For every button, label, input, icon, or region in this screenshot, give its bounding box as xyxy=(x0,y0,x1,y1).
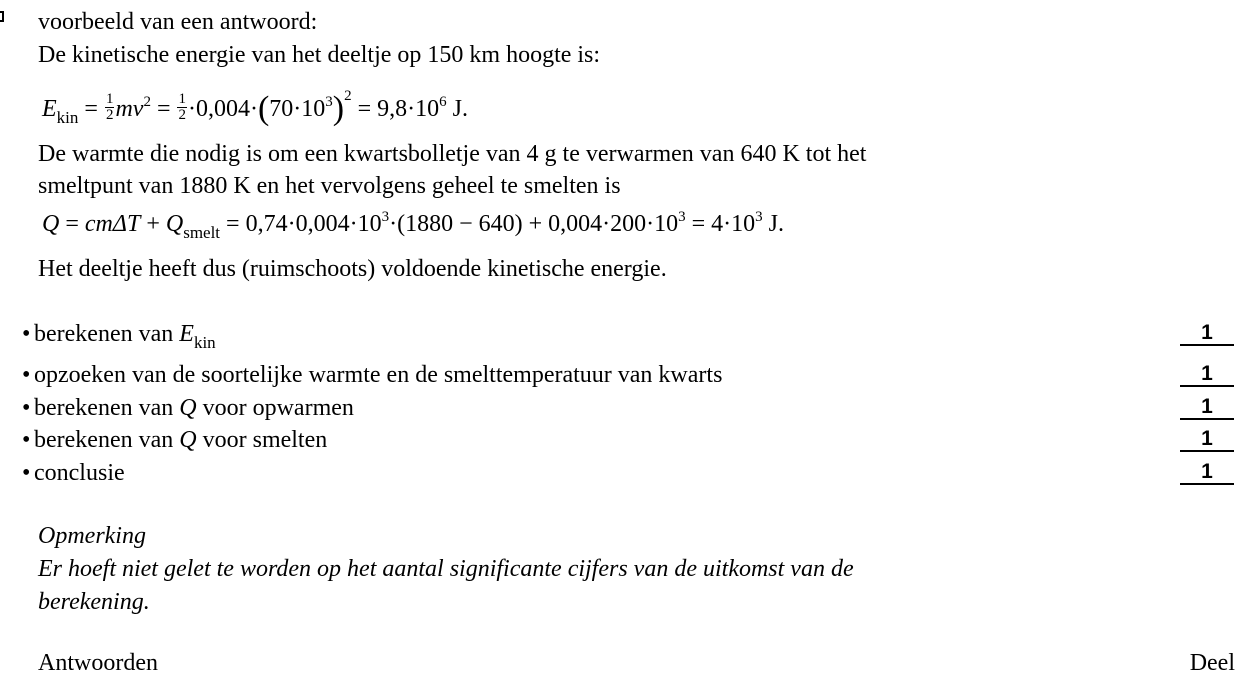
heat-unit: J. xyxy=(762,211,784,237)
exponent-3c: 3 xyxy=(755,209,763,225)
checkbox-marker xyxy=(0,11,4,22)
paren-close: ) xyxy=(332,90,345,127)
criterion-2 xyxy=(22,363,722,387)
criterion-5-text: conclusie xyxy=(34,460,125,486)
symbol-cm: cm xyxy=(84,211,113,237)
bullet: • xyxy=(22,460,31,486)
exponent-outer-2: 2 xyxy=(344,88,352,104)
score-5: 1 xyxy=(1180,461,1234,485)
symbol-mv: mv xyxy=(115,96,144,122)
velocity-term: 70·10 xyxy=(269,96,326,122)
symbol-Q-smelt: Q xyxy=(165,211,184,237)
fraction-half-2: $\frac{1}{2}$ xyxy=(178,90,186,123)
footer-right: Deel xyxy=(1189,650,1235,676)
paren-open: ( xyxy=(257,90,270,127)
criterion-1-text: berekenen van xyxy=(34,321,180,347)
subscript-smelt: smelt xyxy=(183,223,221,242)
conclusion-sentence: Het deeltje heeft dus (ruimschoots) voldoende kinetische energie. xyxy=(38,256,667,282)
symbol-E: E xyxy=(42,96,57,122)
result-value: = 9,8·10 xyxy=(357,96,440,122)
exponent-3b: 3 xyxy=(678,209,686,225)
unit-joule: J. xyxy=(452,96,468,122)
symbol-E-criterion: E xyxy=(179,321,194,347)
criterion-5 xyxy=(22,461,125,485)
criterion-2-text: opzoeken van de soortelijke warmte en de smelttemperatuur van kwarts xyxy=(34,362,723,388)
equation-kinetic-energy xyxy=(42,89,468,126)
subscript-kin: kin xyxy=(56,108,79,127)
criterion-1 xyxy=(22,321,216,352)
remark-line2: berekening. xyxy=(38,589,150,615)
equals-sign: = xyxy=(84,96,98,122)
symbol-Q: Q xyxy=(42,211,60,237)
criterion-4-text-b: voor smelten xyxy=(196,427,328,453)
kinetic-energy-sentence: De kinetische energie van het deeltje op 150 km hoogte is: xyxy=(38,42,601,68)
criterion-3-text-b: voor opwarmen xyxy=(196,395,354,421)
equals-sign-2: = xyxy=(156,96,171,122)
intro-text: voorbeeld van een antwoord: xyxy=(38,9,318,35)
score-2: 1 xyxy=(1180,363,1234,387)
bullet: • xyxy=(22,362,31,388)
heat-paragraph-line2: smeltpunt van 1880 K en het vervolgens geheel te smelten is xyxy=(38,173,621,199)
bullet: • xyxy=(22,321,31,347)
score-4: 1 xyxy=(1180,428,1234,452)
equals-sign-heat: = xyxy=(65,211,85,237)
criterion-3 xyxy=(22,396,354,420)
remark-title: Opmerking xyxy=(38,523,146,549)
footer-left: Antwoorden xyxy=(38,650,158,676)
exponent-3a: 3 xyxy=(381,209,390,225)
exponent-2: 2 xyxy=(143,94,151,110)
bullet: • xyxy=(22,395,31,421)
exponent-3: 3 xyxy=(325,94,333,110)
criterion-3-text-a: berekenen van xyxy=(34,395,180,421)
remark-line1: Er hoeft niet gelet te worden op het aantal significante cijfers van de uitkomst van de xyxy=(38,556,854,582)
equation-heat xyxy=(42,209,784,242)
criterion-4-text-a: berekenen van xyxy=(34,427,180,453)
times-mass: ·0,004· xyxy=(187,96,258,122)
score-1: 1 xyxy=(1180,322,1234,346)
heat-rhs-3: = 4·10 xyxy=(685,211,756,237)
heat-paragraph-line1: De warmte die nodig is om een kwartsbolletje van 4 g te verwarmen van 640 K tot het xyxy=(38,141,867,167)
subscript-kin-criterion: kin xyxy=(193,333,216,352)
score-3: 1 xyxy=(1180,396,1234,420)
exponent-6: 6 xyxy=(439,94,447,110)
symbol-Q-criterion-3: Q xyxy=(179,395,197,421)
symbol-Q-criterion-4: Q xyxy=(179,427,197,453)
criterion-4 xyxy=(22,428,327,452)
bullet: • xyxy=(22,427,31,453)
symbol-delta-T: ΔT xyxy=(112,211,141,237)
fraction-half: $\frac{1}{2}$ xyxy=(105,90,114,123)
heat-rhs-1: = 0,74·0,004·10 xyxy=(220,211,382,237)
plus-sign: + xyxy=(140,211,166,237)
heat-rhs-2: ·(1880 − 640) + 0,004·200·10 xyxy=(389,211,679,237)
